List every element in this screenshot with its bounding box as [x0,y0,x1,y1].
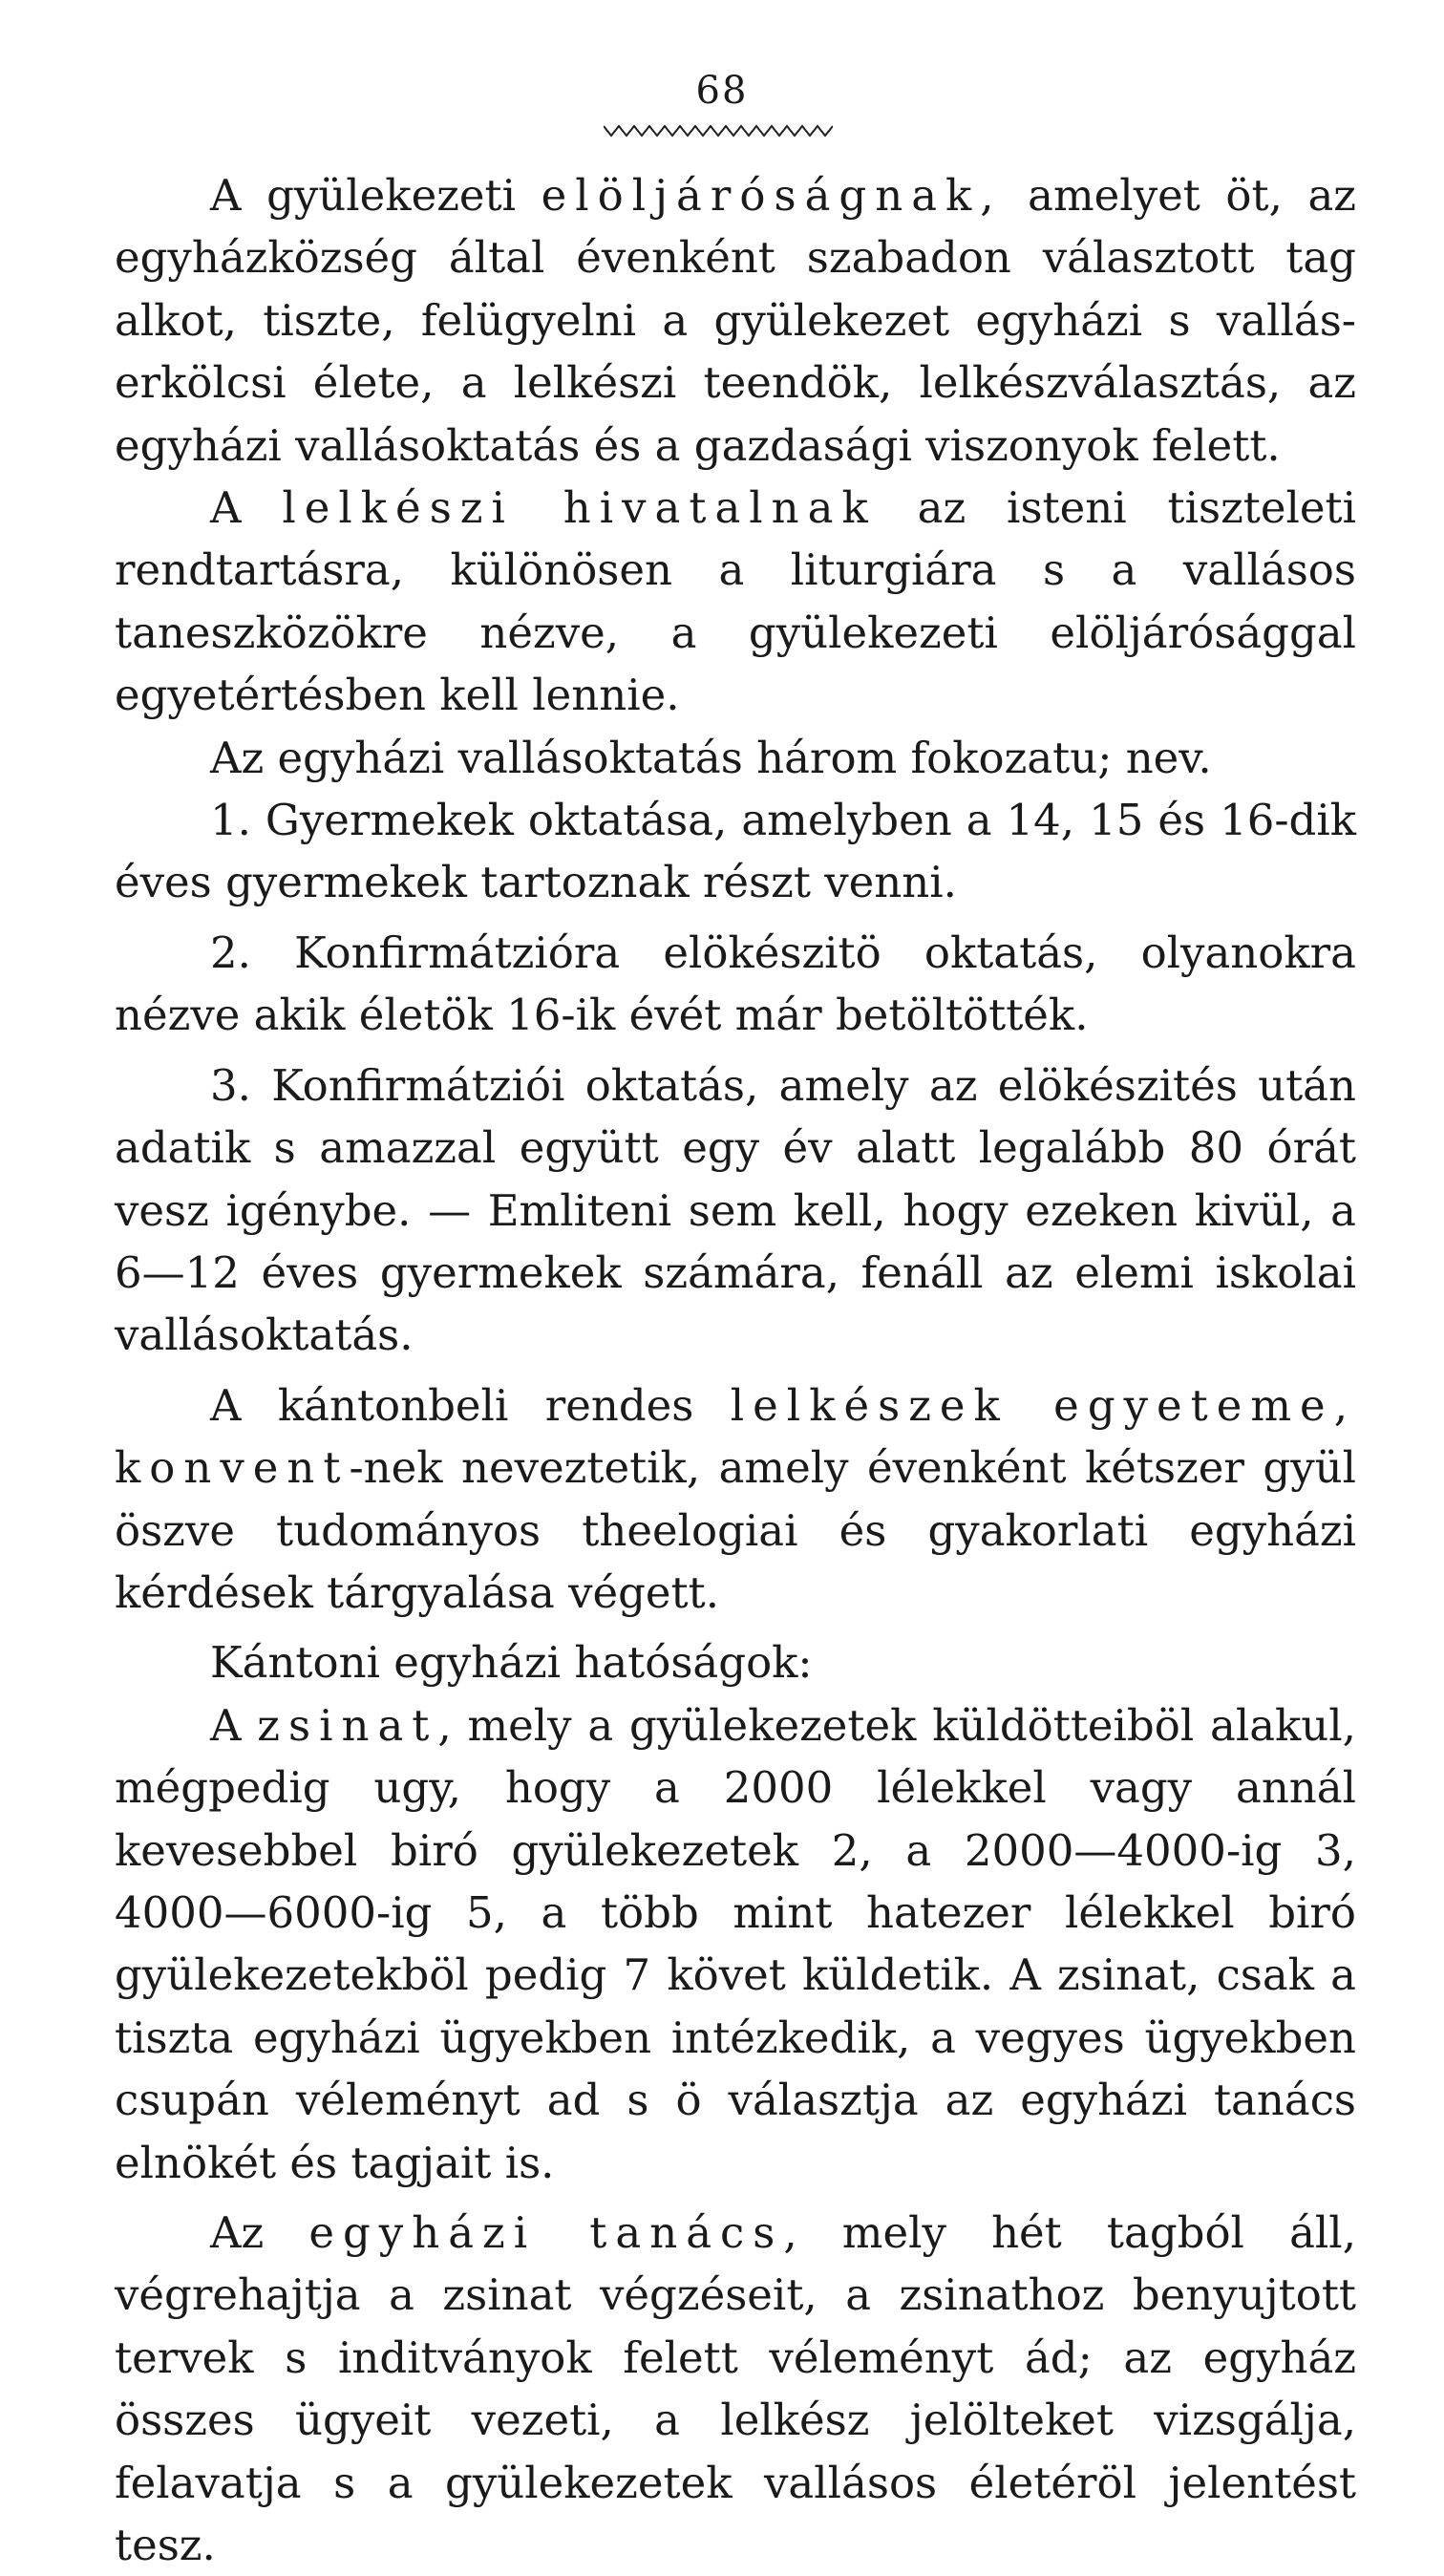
paragraph-konvent [115,1374,1356,1625]
spaced-emphasis-text: lelkészi hivatalnak [282,482,877,534]
spaced-emphasis-text: egyházi tanács [308,2207,784,2258]
paragraph-egyhazi-tanacs [115,2202,1356,2576]
paragraph-vallasoktatas-intro [115,727,1356,789]
text-run: Kántoni egyházi hatóságok: [210,1637,813,1689]
body-text [115,164,1356,2576]
spaced-emphasis-text: zsinat [257,1699,438,1751]
text-run: az isteni tiszteleti rendtartásra, különösen a liturgiára s a vallásos taneszközökre nézve, a gyülekezeti elöljárósággal egyetértésben kell lennie. [115,482,1356,721]
text-run: , mely hét tagból áll, végrehajtja a zsinat végzéseit, a zsinathoz benyujtott tervek s inditványok felett véleményt ád; az egyház összes ügyeit vezeti, a lelkész jelölteket vizsgálja, felavatja s a gyülekezetek vallásos életéröl jelentést tesz. [115,2207,1357,2571]
paragraph-level-1 [115,789,1356,914]
text-run: A [210,482,283,534]
text-run: 2. Konfirmátzióra elökészitö oktatás, olyanokra nézve akik életök 16-ik évét már betöltötték. [115,926,1356,1041]
paragraph-level-2 [115,922,1356,1047]
paragraph-level-3 [115,1054,1356,1367]
text-run: Az egyházi vallásoktatás három fokozatu; nev. [210,732,1212,783]
text-run: -nek neveztetik, amely évenként kétszer gyül öszve tudományos theelogiai és gyakorlati egyházi kérdések tárgyalása végett. [115,1442,1356,1618]
text-run: amelyet öt, az egyházközség által évenként szabadon választott tag alkot, tiszte, felügyelni a gyülekezet egyházi s vallás-erkölcsi élete, a lelkészi teendök, lelkészválasztás, az egyházi vallásoktatás és a gazdasági viszonyok felett. [115,170,1356,471]
paragraph-lelkeszi-hivatal [115,477,1356,727]
page-number: 68 [695,69,749,113]
text-run: A [210,1699,258,1751]
text-run: A kántonbeli rendes [210,1379,731,1431]
paragraph-zsinat [115,1694,1356,2194]
text-run: , mely a gyülekezetek küldötteiböl alakul, mégpedig ugy, hogy a 2000 lélekkel vagy annál kevesebbel biró gyülekezetek 2, a 2000—4000-ig 3, 4000—6000-ig 5, a több mint hatezer lélekkel biró gyülekezetekböl pedig 7 követ küldetik. A zsinat, csak a tiszta egyházi ügyekben intézkedik, a vegyes ügyekben csupán véleményt ad s ö választja az egyházi tanács elnökét és tagjait is. [115,1699,1356,2188]
spaced-emphasis-text: elöljáróságnak, [541,170,1003,221]
paragraph-hatosagok-heading [115,1631,1356,1693]
decorative-wavy-rule [604,122,833,139]
spaced-emphasis-text: lelkészek egyeteme, konvent [115,1379,1356,1494]
text-run: A gyülekezeti [210,170,542,221]
text-run: Az [210,2207,309,2258]
text-run: 1. Gyermekek oktatása, amelyben a 14, 15 és 16-dik éves gyermekek tartoznak részt venni. [115,795,1356,908]
text-run: 3. Konfirmátziói oktatás, amely az elökészités után adatik s amazzal együtt egy év alatt legalább 80 órát vesz igénybe. — Emliteni sem kell, hogy ezeken kivül, a 6—12 éves gyermekek számára, fenáll az elemi iskolai vallásoktatás. [115,1059,1356,1361]
paragraph-eloljarosag [115,164,1356,477]
